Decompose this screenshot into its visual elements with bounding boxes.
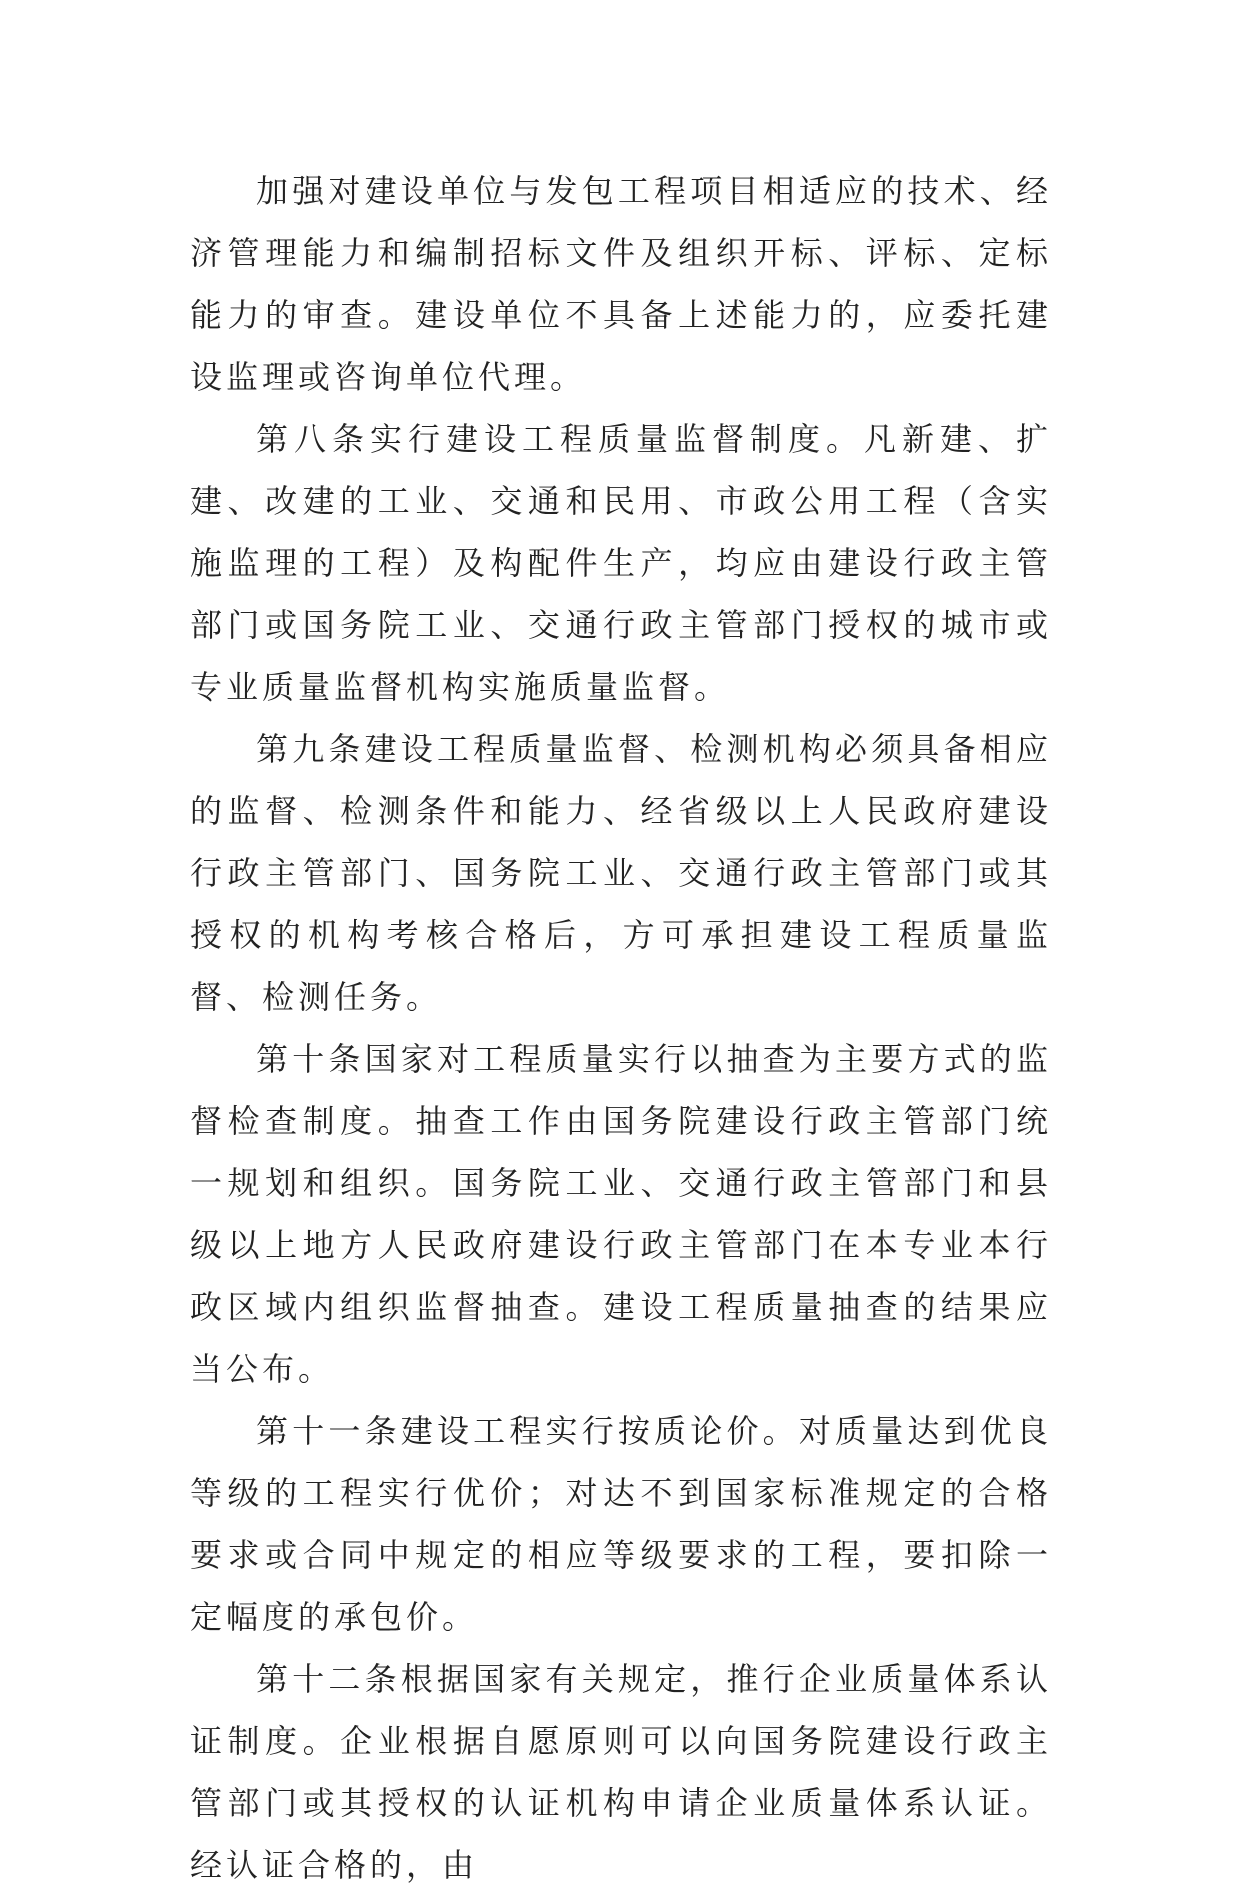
paragraph-article-11: 第十一条建设工程实行按质论价。对质量达到优良等级的工程实行优价；对达不到国家标准规定的合格要求或合同中规定的相应等级要求的工程，要扣除一定幅度的承包价。 — [190, 1412, 1052, 1636]
paragraph-article-10: 第十条国家对工程质量实行以抽查为主要方式的监督检查制度。抽查工作由国务院建设行政主管部门统一规划和组织。国务院工业、交通行政主管部门和县级以上地方人民政府建设行政主管部门在本专业本行政区域内组织监督抽查。建设工程质量抽查的结果应当公布。 — [190, 1040, 1052, 1388]
paragraph-article-12: 第十二条根据国家有关规定，推行企业质量体系认证制度。企业根据自愿原则可以向国务院建设行政主管部门或其授权的认证机构申请企业质量体系认证。经认证合格的，由 — [190, 1660, 1052, 1884]
document-body — [190, 160, 1052, 1896]
paragraph: 加强对建设单位与发包工程项目相适应的技术、经济管理能力和编制招标文件及组织开标、评标、定标能力的审查。建设单位不具备上述能力的，应委托建设监理或咨询单位代理。 — [190, 172, 1052, 396]
paragraph-article-8: 第八条实行建设工程质量监督制度。凡新建、扩建、改建的工业、交通和民用、市政公用工程（含实施监理的工程）及构配件生产，均应由建设行政主管部门或国务院工业、交通行政主管部门授权的城市或专业质量监督机构实施质量监督。 — [190, 420, 1052, 706]
paragraph-article-9: 第九条建设工程质量监督、检测机构必须具备相应的监督、检测条件和能力、经省级以上人民政府建设行政主管部门、国务院工业、交通行政主管部门或其授权的机构考核合格后，方可承担建设工程质量监督、检测任务。 — [190, 730, 1052, 1016]
